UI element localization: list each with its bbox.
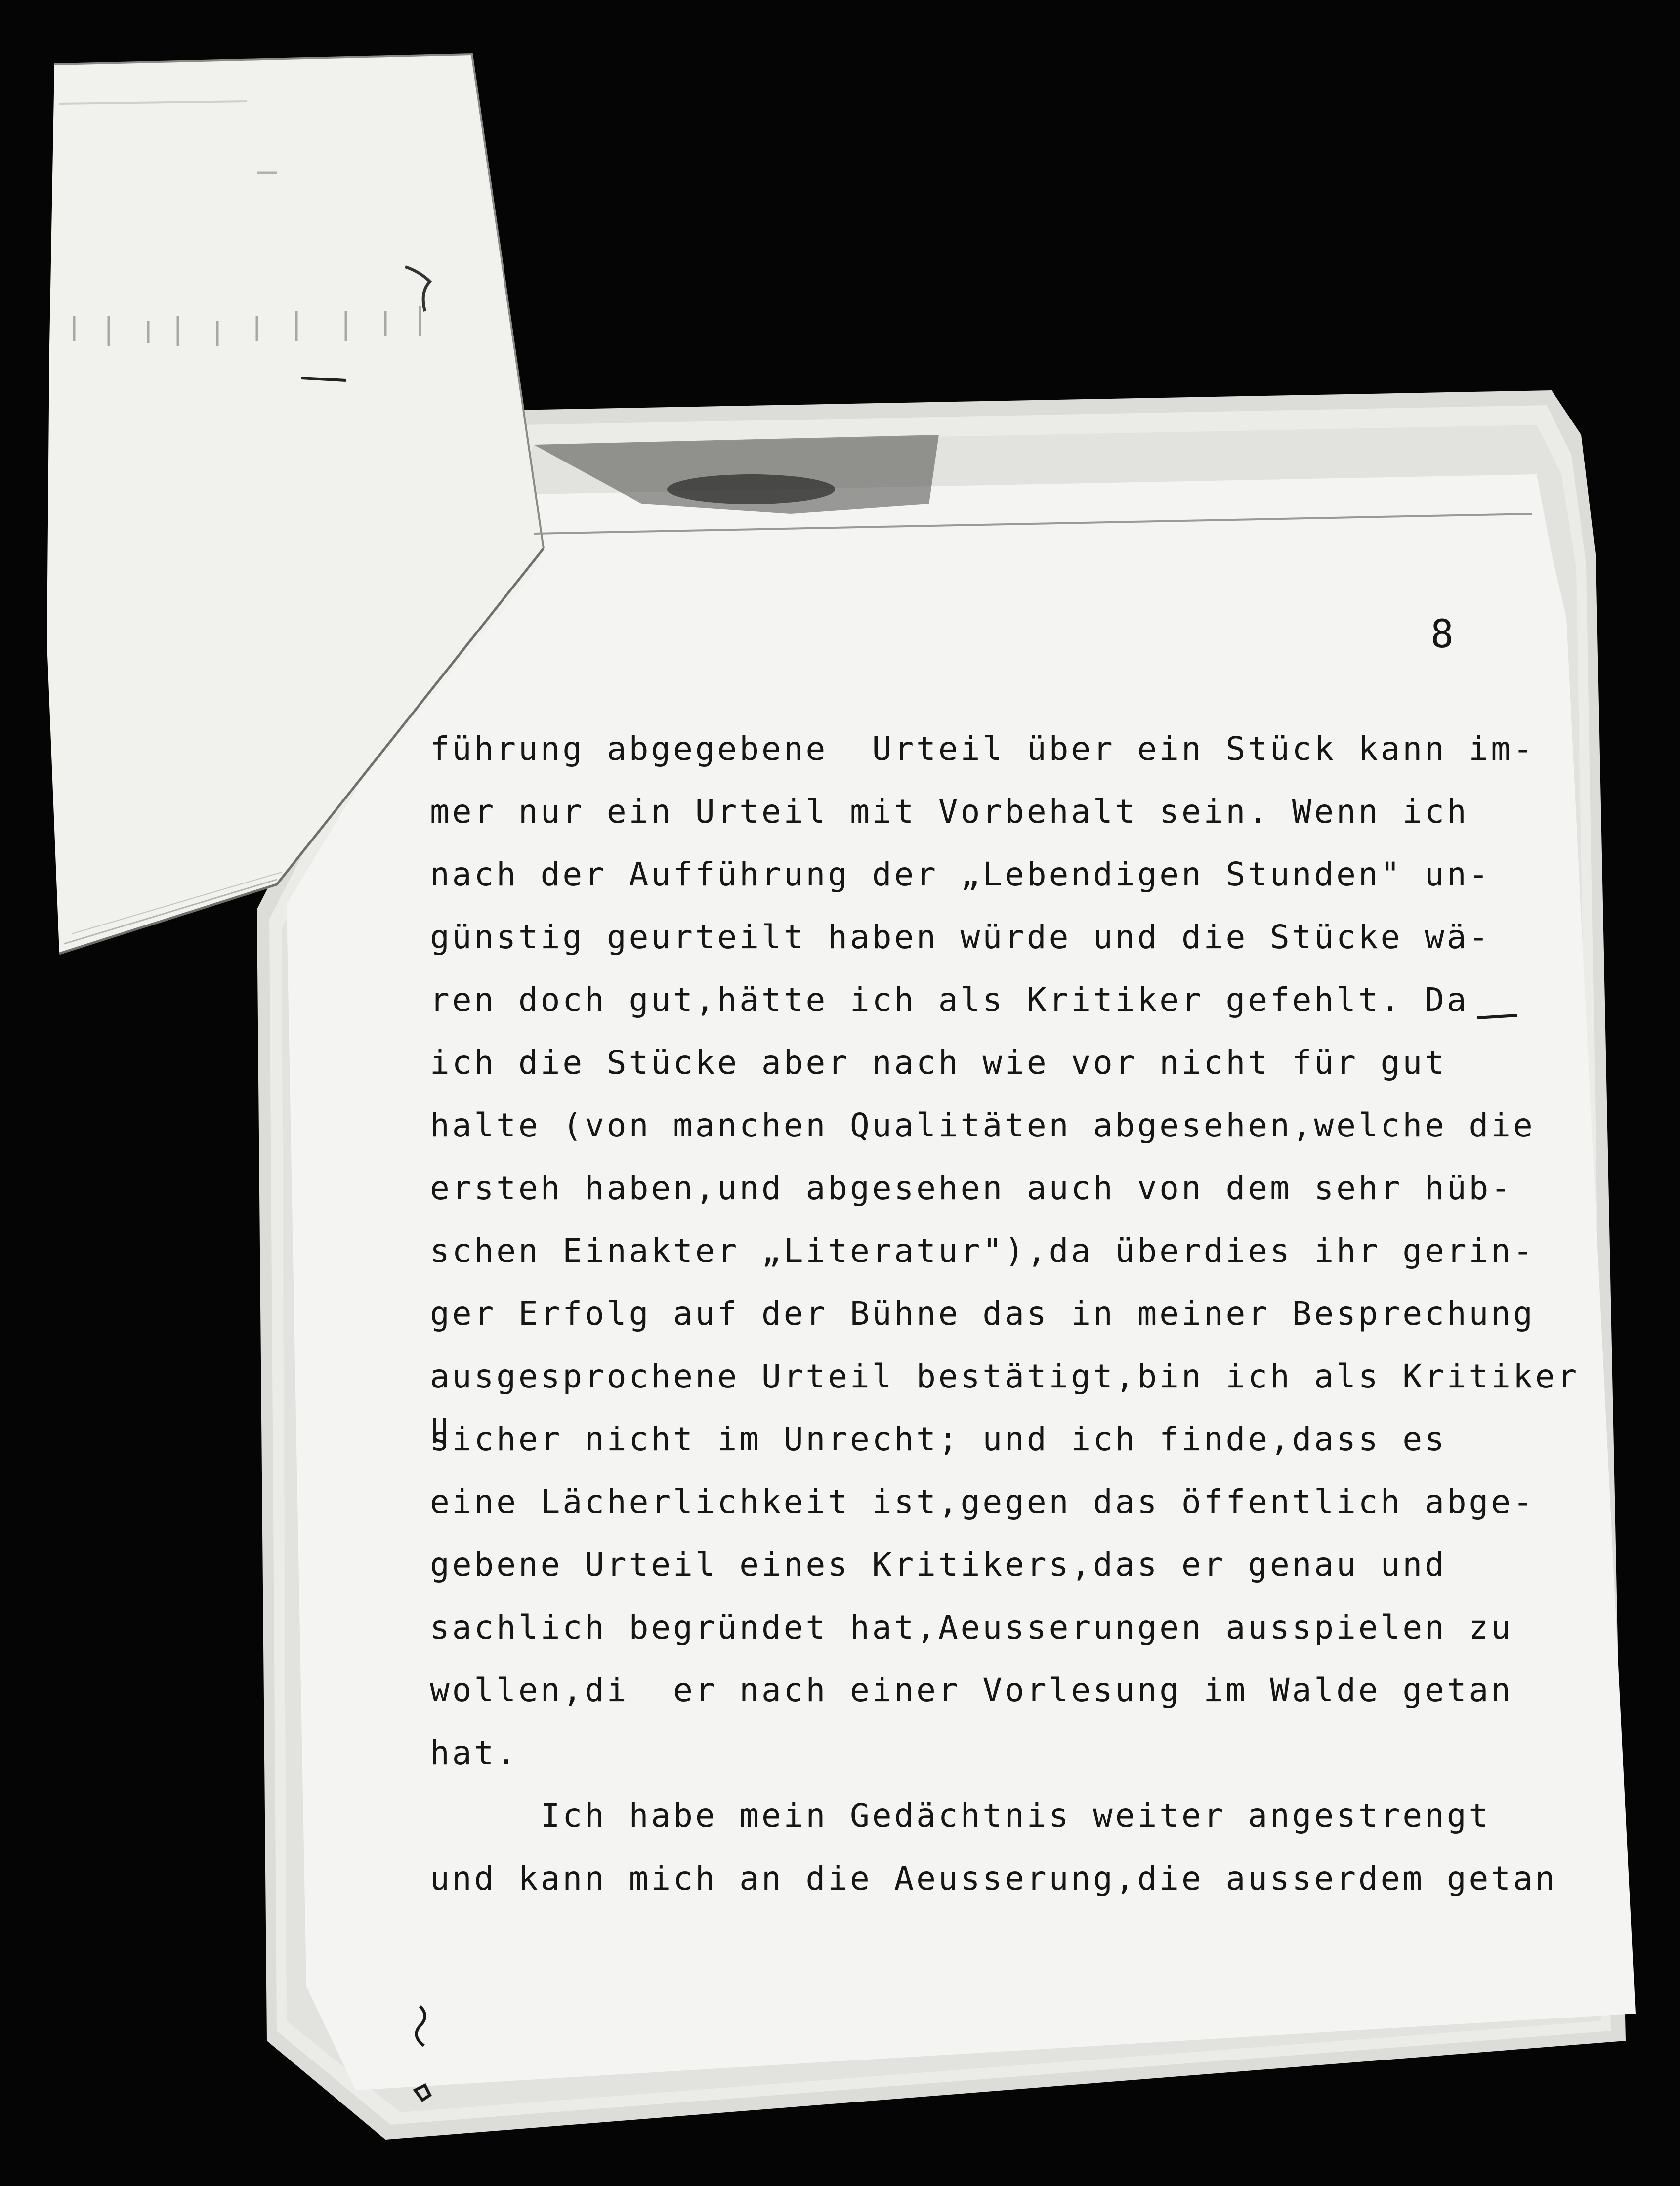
typed-line: wollen,di er nach einer Vorlesung im Walde getan (430, 1671, 1513, 1709)
typed-line: eine Lächerlichkeit ist,gegen das öffentlich abge- (430, 1483, 1535, 1521)
typed-line: mer nur ein Urteil mit Vorbehalt sein. Wenn ich (430, 793, 1469, 831)
typed-line: nach der Aufführung der „Lebendigen Stunden" un- (430, 855, 1491, 893)
typed-line: hat. (430, 1734, 518, 1772)
typed-line: ren doch gut,hätte ich als Kritiker gefehlt. Da (430, 981, 1469, 1019)
typed-line: ausgesprochene Urteil bestätigt,bin ich als Kritiker (430, 1357, 1580, 1395)
typed-line: günstig geurteilt haben würde und die Stücke wä- (430, 918, 1491, 956)
typed-line: ger Erfolg auf der Bühne das in meiner Besprechung (430, 1295, 1535, 1333)
typed-line: Ich habe mein Gedächtnis weiter angestrengt (430, 1797, 1491, 1835)
typed-line: sicher nicht im Unrecht; und ich finde,dass es (430, 1420, 1447, 1458)
typed-line: halte (von manchen Qualitäten abgesehen,welche die (430, 1106, 1535, 1144)
typed-line: ersteh haben,und abgesehen auch von dem sehr hüb- (430, 1169, 1513, 1207)
typed-line: führung abgegebene Urteil über ein Stück kann im- (430, 730, 1535, 768)
page-number: 8 (1430, 612, 1456, 657)
typed-line: ich die Stücke aber nach wie vor nicht für gut (430, 1044, 1447, 1082)
typed-line: schen Einakter „Literatur"),da überdies ihr gerin- (430, 1232, 1535, 1270)
typed-line: gebene Urteil eines Kritikers,das er genau und (430, 1546, 1447, 1584)
typed-line: und kann mich an die Aeusserung,die ausserdem getan (430, 1859, 1557, 1897)
typed-line: sachlich begründet hat,Aeusserungen ausspielen zu (430, 1608, 1513, 1646)
main-typed-page (287, 474, 1636, 2090)
